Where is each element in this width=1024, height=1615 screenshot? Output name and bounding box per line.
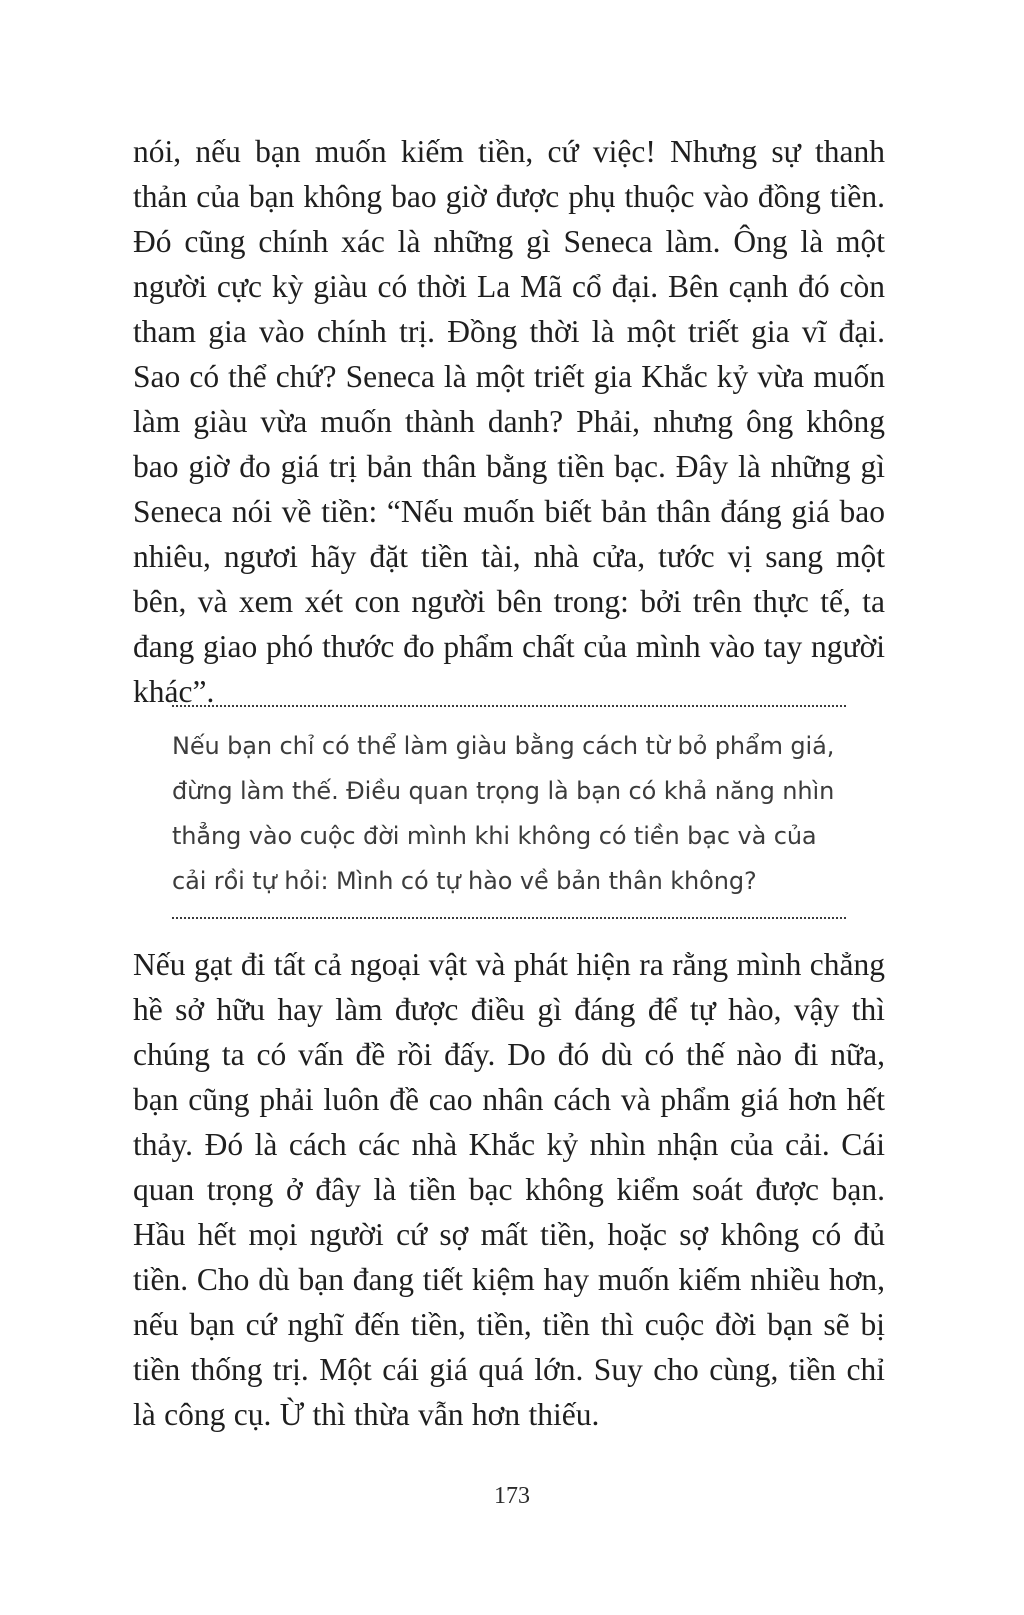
page-number: 173 [494, 1483, 530, 1509]
dotted-divider-top [172, 705, 846, 707]
dotted-divider-bottom [172, 917, 846, 919]
body-paragraph-2: Nếu gạt đi tất cả ngoại vật và phát hiện ra rằng mình chẳng hề sở hữu hay làm được điều gì đáng để tự hào, vậy thì chúng ta có vấn đề rồi đấy. Do đó dù có thế nào đi nữa, bạn cũng phải luôn đề cao nhân cách và phẩm giá hơn hết thảy. Đó là cách các nhà Khắc kỷ nhìn nhận của cải. Cái quan trọng ở đây là tiền bạc không kiểm soát được bạn. Hầu hết mọi người cứ sợ mất tiền, hoặc sợ không có đủ tiền. Cho dù bạn đang tiết kiệm hay muốn kiếm nhiều hơn, nếu bạn cứ nghĩ đến tiền, tiền, tiền thì cuộc đời bạn sẽ bị tiền thống trị. Một cái giá quá lớn. Suy cho cùng, tiền chỉ là công cụ. Ừ thì thừa vẫn hơn thiếu. [133, 947, 885, 1432]
pull-quote [172, 705, 846, 919]
body-paragraph-1: nói, nếu bạn muốn kiếm tiền, cứ việc! Nhưng sự thanh thản của bạn không bao giờ được phụ thuộc vào đồng tiền. Đó cũng chính xác là những gì Seneca làm. Ông là một người cực kỳ giàu có thời La Mã cổ đại. Bên cạnh đó còn tham gia vào chính trị. Đồng thời là một triết gia vĩ đại. Sao có thể chứ? Seneca là một triết gia Khắc kỷ vừa muốn làm giàu vừa muốn thành danh? Phải, nhưng ông không bao giờ đo giá trị bản thân bằng tiền bạc. Đây là những gì Seneca nói về tiền: “Nếu muốn biết bản thân đáng giá bao nhiêu, ngươi hãy đặt tiền tài, nhà cửa, tước vị sang một bên, và xem xét con người bên trong: bởi trên thực tế, ta đang giao phó thước đo phẩm chất của mình vào tay người khác”. [133, 134, 885, 709]
pull-quote-text: Nếu bạn chỉ có thể làm giàu bằng cách từ bỏ phẩm giá, đừng làm thế. Điều quan trọng là bạn có khả năng nhìn thẳng vào cuộc đời mình khi không có tiền bạc và của cải rồi tự hỏi: Mình có tự hào về bản thân không? [172, 732, 835, 895]
